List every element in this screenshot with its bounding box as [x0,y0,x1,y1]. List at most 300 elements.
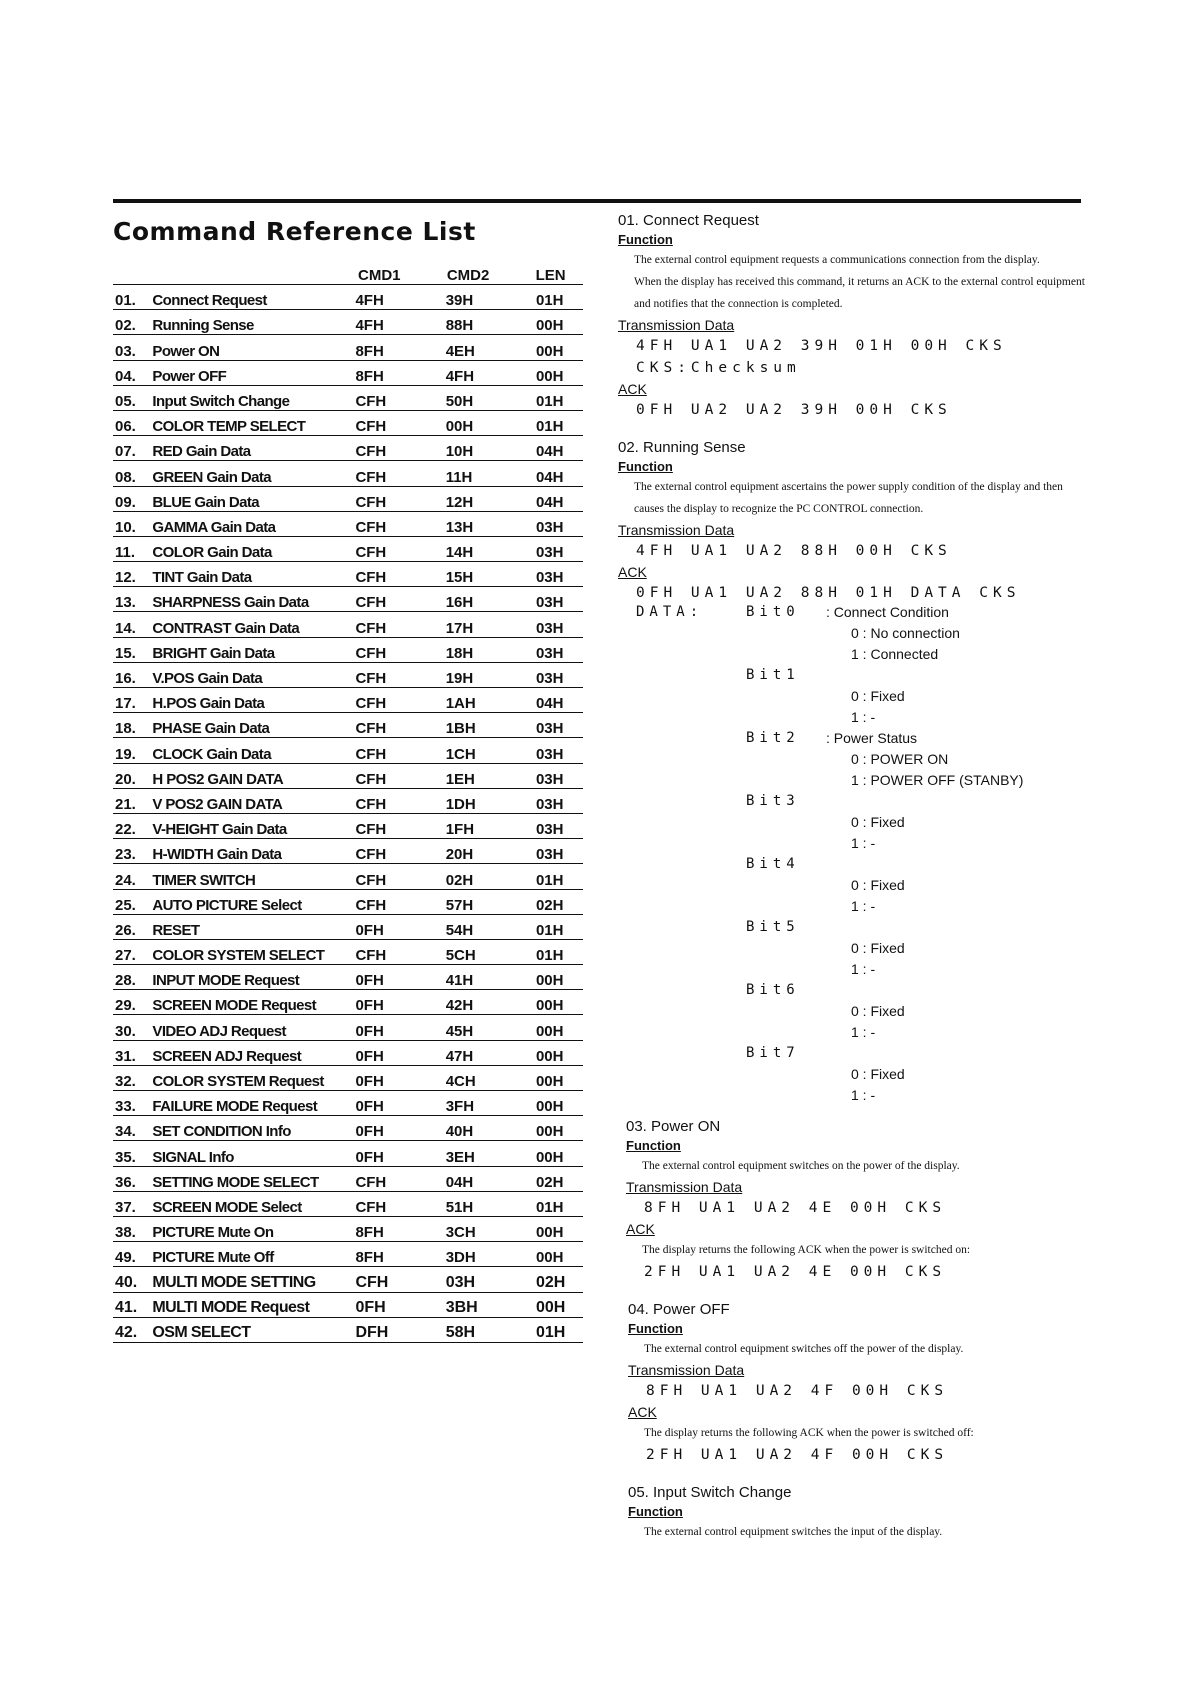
table-row [113,688,583,713]
len-value: 00H [535,1148,564,1166]
row-number: 07. [115,443,136,461]
command-name: SHARPNESS Gain Data [152,594,309,612]
row-number: 26. [115,921,136,939]
row-number: 12. [115,569,136,587]
table-row [113,612,583,637]
cmd1-value: 0FH [355,1022,384,1040]
section-title: 02. Running Sense [618,439,746,456]
cmd2-value: 3BH [445,1298,478,1316]
bit5-label: Bit5 [746,919,800,935]
cmd1-value: CFH [355,392,387,410]
table-row [113,461,583,486]
command-name: Power ON [152,342,220,360]
cmd2-value: 1BH [445,720,476,738]
command-name: COLOR SYSTEM Request [152,1073,324,1090]
command-name: V POS2 GAIN DATA [152,795,283,813]
table-row [113,864,583,889]
command-name: BRIGHT Gain Data [152,644,275,662]
row-number: 36. [115,1173,136,1191]
table-row [113,990,583,1015]
bit4-label: Bit4 [746,856,800,872]
cmd2-value: 13H [445,518,474,536]
cmd1-value: CFH [355,418,387,436]
transmission-data: 8FH UA1 UA2 4F 00H CKS [646,1383,949,1399]
list-title: Command Reference List [113,217,476,246]
table-row [113,890,583,915]
row-number: 02. [115,317,136,335]
len-value: 00H [535,367,564,385]
command-name: AUTO PICTURE Select [152,896,302,914]
table-row [113,1242,583,1267]
cmd1-value: 0FH [355,1148,384,1166]
cmd1-value: CFH [355,544,387,562]
section-power-off [628,1301,1088,1466]
len-value: 03H [535,594,564,612]
cmd1-value: 8FH [355,1249,384,1267]
cmd2-value: 19H [445,670,474,687]
table-row [113,285,583,310]
len-value: 00H [535,1022,564,1040]
cmd2-value: 02H [445,871,474,889]
len-value: 04H [535,493,564,511]
command-name: RED Gain Data [152,443,251,461]
top-rule [113,199,1081,203]
bit2-desc: : Power Status [826,730,918,746]
cmd1-value: CFH [355,670,387,687]
len-value: 03H [535,795,564,813]
row-number: 16. [115,670,136,687]
table-row [113,965,583,990]
section-title: 05. Input Switch Change [628,1484,792,1501]
bit7-label: Bit7 [746,1045,800,1061]
bit2-value-1: 1 : POWER OFF (STANBY) [851,772,1024,788]
table-row [113,310,583,335]
table-row [113,386,583,411]
command-name: VIDEO ADJ Request [152,1022,286,1040]
cmd2-value: 41H [445,972,474,990]
table-row [113,335,583,360]
len-value: 03H [535,544,564,562]
bit1-label: Bit1 [746,667,800,683]
transmission-label: Transmission Data [618,522,735,538]
bit0-desc: : Connect Condition [826,604,949,620]
command-name: FAILURE MODE Request [152,1098,318,1116]
cmd2-value: 51H [445,1198,474,1216]
len-value: 00H [535,342,564,360]
command-name: H POS2 GAIN DATA [152,770,284,788]
cmd1-value: 0FH [355,1098,384,1116]
row-number: 33. [115,1098,136,1116]
command-name: COLOR Gain Data [152,544,272,562]
cmd1-value: CFH [355,644,387,662]
cmd2-value: 00H [445,418,474,436]
section-running-sense [618,439,1088,1114]
table-row [113,1015,583,1040]
bit7-value-0: 0 : Fixed [851,1066,905,1082]
command-name: SCREEN ADJ Request [152,1047,302,1065]
cmd1-value: CFH [355,569,387,587]
cmd1-value: 8FH [355,1224,384,1242]
table-row [113,789,583,814]
cmd1-value: CFH [355,594,387,612]
table-row [113,1293,583,1318]
transmission-data: 4FH UA1 UA2 88H 00H CKS [636,543,952,559]
row-number: 15. [115,644,136,662]
cmd2-value: 15H [445,569,474,587]
cmd1-value: 0FH [355,1298,386,1316]
table-row [113,713,583,738]
table-row [113,487,583,512]
row-number: 31. [115,1047,136,1065]
command-name: RESET [152,921,200,939]
row-number: 17. [115,695,136,713]
len-value: 03H [535,720,564,738]
command-name: CONTRAST Gain Data [152,619,300,637]
cmd2-value: 18H [445,644,474,662]
len-value: 01H [535,392,564,410]
len-value: 03H [535,821,564,839]
function-label: Function [628,1504,683,1519]
bit3-label: Bit3 [746,793,800,809]
row-number: 35. [115,1148,136,1166]
cmd2-value: 4EH [445,342,475,360]
table-header [113,259,583,285]
cmd1-value: CFH [355,443,387,461]
command-name: INPUT MODE Request [152,972,300,990]
table-row [113,1192,583,1217]
cmd2-value: 4FH [445,367,475,385]
row-number: 05. [115,392,136,410]
row-number: 21. [115,795,136,813]
row-number: 29. [115,997,136,1015]
transmission-data: 8FH UA1 UA2 4E 00H CKS [644,1200,947,1216]
cmd1-value: 0FH [355,921,384,939]
len-value: 00H [535,1298,566,1316]
table-row [113,663,583,688]
function-text: The external control equipment switches the input of the display. [644,1526,943,1538]
section-title: 03. Power ON [626,1118,721,1135]
function-text: The external control equipment ascertains the power supply condition of the display and then causes the display to recognize the PC CONTROL connection. [634,481,1063,515]
len-value: 04H [535,468,564,486]
command-name: SETTING MODE SELECT [152,1173,319,1191]
section-title: 01. Connect Request [618,212,759,229]
function-label: Function [626,1138,681,1153]
len-value: 03H [535,770,564,788]
command-name: COLOR SYSTEM SELECT [152,947,325,965]
bit5-value-1: 1 : - [851,961,876,977]
cmd1-value: 0FH [355,1123,384,1141]
len-value: 00H [535,997,564,1015]
command-name: H.POS Gain Data [152,695,265,713]
cmd1-value: 0FH [355,1047,384,1065]
len-value: 02H [535,896,564,914]
len-value: 01H [535,292,564,310]
row-number: 32. [115,1073,136,1090]
row-number: 37. [115,1198,136,1216]
checksum-note: CKS:Checksum [636,360,801,376]
table-row [113,814,583,839]
row-number: 03. [115,342,136,360]
command-name: PICTURE Mute Off [152,1249,274,1267]
row-number: 40. [115,1273,138,1291]
table-row [113,1066,583,1091]
cmd2-value: 47H [445,1047,474,1065]
cmd2-value: 50H [445,392,474,410]
bit2-label: Bit2 [746,730,800,746]
section-power-on [626,1118,1088,1283]
len-value: 01H [535,1198,564,1216]
cmd2-value: 58H [445,1323,476,1341]
data-bits [636,604,1088,1114]
cmd1-value: 8FH [355,367,384,385]
cmd2-value: 03H [445,1273,476,1291]
len-value: 03H [535,670,564,687]
cmd1-value: CFH [355,619,387,637]
row-number: 34. [115,1123,136,1141]
cmd2-value: 39H [445,292,474,310]
ack-text: The display returns the following ACK when the power is switched on: [642,1244,971,1256]
table-row [113,1141,583,1166]
table-row [113,839,583,864]
row-number: 27. [115,947,136,965]
command-name: Power OFF [152,367,227,385]
row-number: 01. [115,292,136,310]
ack-label: ACK [626,1221,655,1237]
cmd1-value: CFH [355,896,387,914]
cmd2-value: 4CH [445,1073,476,1090]
row-number: 13. [115,594,136,612]
table-row [113,1041,583,1066]
cmd2-value: 12H [445,493,474,511]
function-label: Function [618,232,673,247]
ack-text: The display returns the following ACK when the power is switched off: [644,1427,974,1439]
row-number: 22. [115,821,136,839]
command-name: SCREEN MODE Request [152,997,317,1015]
table-row [113,361,583,386]
len-value: 01H [535,921,564,939]
table-row [113,411,583,436]
cmd2-value: 3CH [445,1224,476,1242]
header-len: LEN [535,267,566,284]
command-name: H-WIDTH Gain Data [152,846,282,864]
command-name: CLOCK Gain Data [152,745,271,763]
cmd2-value: 57H [445,896,474,914]
command-name: Input Switch Change [152,392,290,410]
cmd2-value: 20H [445,846,474,864]
command-name: V-HEIGHT Gain Data [152,821,287,839]
cmd1-value: CFH [355,795,387,813]
cmd1-value: CFH [355,846,387,864]
table-row [113,562,583,587]
cmd1-value: CFH [355,1173,387,1191]
len-value: 00H [535,1224,564,1242]
cmd2-value: 88H [445,317,474,335]
command-name: GREEN Gain Data [152,468,271,486]
function-text: The external control equipment switches off the power of the display. [644,1343,964,1355]
section-title: 04. Power OFF [628,1301,730,1318]
cmd1-value: CFH [355,720,387,738]
cmd1-value: CFH [355,745,387,763]
ack-data: 0FH UA2 UA2 39H 00H CKS [636,402,952,418]
cmd1-value: CFH [355,1198,387,1216]
command-name: MULTI MODE Request [152,1298,310,1316]
command-name: PHASE Gain Data [152,720,270,738]
cmd2-value: 10H [445,443,474,461]
cmd1-value: 0FH [355,997,384,1015]
len-value: 01H [535,947,564,965]
row-number: 30. [115,1022,136,1040]
table-row [113,1116,583,1141]
bit5-value-0: 0 : Fixed [851,940,905,956]
command-name: TINT Gain Data [152,569,252,587]
cmd2-value: 17H [445,619,474,637]
section-connect-request [618,212,1088,421]
cmd1-value: CFH [355,871,387,889]
bit4-value-1: 1 : - [851,898,876,914]
row-number: 04. [115,367,136,385]
command-name: COLOR TEMP SELECT [152,418,306,436]
table-body [113,285,583,1343]
cmd1-value: CFH [355,770,387,788]
len-value: 01H [535,871,564,889]
cmd1-value: CFH [355,947,387,965]
table-row [113,512,583,537]
data-label: DATA: [636,604,704,620]
cmd1-value: 4FH [355,292,384,310]
cmd1-value: DFH [355,1323,389,1341]
cmd1-value: 0FH [355,972,384,990]
bit6-value-1: 1 : - [851,1024,876,1040]
len-value: 00H [535,1249,564,1267]
bit0-value-1: 1 : Connected [851,646,939,662]
function-text: The external control equipment switches on the power of the display. [642,1160,960,1172]
table-row [113,1091,583,1116]
command-name: V.POS Gain Data [152,670,263,687]
cmd2-value: 1EH [445,770,475,788]
transmission-label: Transmission Data [618,317,735,333]
len-value: 02H [535,1173,564,1191]
len-value: 03H [535,619,564,637]
bit0-value-0: 0 : No connection [851,625,960,641]
cmd2-value: 11H [445,468,473,486]
ack-label: ACK [628,1404,657,1420]
row-number: 18. [115,720,136,738]
cmd2-value: 3FH [445,1098,475,1116]
cmd2-value: 3EH [445,1148,475,1166]
table-row [113,1267,583,1292]
bit6-label: Bit6 [746,982,800,998]
bit2-value-0: 0 : POWER ON [851,751,949,767]
cmd1-value: CFH [355,518,387,536]
function-text-2: When the display has received this command, it returns an ACK to the external control equipment and notifies that the connection is completed. [634,276,1085,310]
len-value: 00H [535,1073,564,1090]
command-name: Connect Request [152,292,267,310]
len-value: 03H [535,518,564,536]
bit6-value-0: 0 : Fixed [851,1003,905,1019]
len-value: 03H [535,644,564,662]
command-name: GAMMA Gain Data [152,518,276,536]
table-row [113,915,583,940]
transmission-data: 4FH UA1 UA2 39H 01H 00H CKS [636,338,1007,354]
command-name: SIGNAL Info [152,1148,234,1166]
row-number: 08. [115,468,136,486]
cmd2-value: 45H [445,1022,474,1040]
header-cmd2: CMD2 [446,267,490,284]
table-row [113,764,583,789]
len-value: 03H [535,569,564,587]
function-label: Function [628,1321,683,1336]
transmission-label: Transmission Data [626,1179,743,1195]
table-row [113,940,583,965]
table-row [113,436,583,461]
bit4-value-0: 0 : Fixed [851,877,905,893]
table-row [113,1318,583,1343]
cmd2-value: 5CH [445,947,476,965]
cmd2-value: 40H [445,1123,474,1141]
bit3-value-0: 0 : Fixed [851,814,905,830]
table-row [113,638,583,663]
row-number: 10. [115,518,136,536]
cmd2-value: 3DH [445,1249,476,1267]
row-number: 20. [115,770,136,788]
row-number: 38. [115,1224,136,1242]
cmd2-value: 1AH [445,695,476,713]
table-row [113,1167,583,1192]
section-input-switch-change [628,1484,1088,1543]
ack-data: 2FH UA1 UA2 4E 00H CKS [644,1264,947,1280]
cmd1-value: CFH [355,821,387,839]
len-value: 00H [535,1123,564,1141]
ack-data: 0FH UA1 UA2 88H 01H DATA CKS [636,585,1021,601]
row-number: 19. [115,745,136,763]
command-name: SET CONDITION Info [152,1123,291,1141]
cmd2-value: 04H [445,1173,474,1191]
cmd1-value: CFH [355,695,387,713]
row-number: 41. [115,1298,138,1316]
row-number: 11. [115,544,136,562]
row-number: 25. [115,896,136,914]
ack-data: 2FH UA1 UA2 4F 00H CKS [646,1447,949,1463]
len-value: 04H [535,695,564,713]
cmd2-value: 1DH [445,795,476,813]
cmd2-value: 54H [445,921,474,939]
len-value: 01H [535,1323,566,1341]
command-name: MULTI MODE SETTING [152,1273,316,1291]
command-details [618,212,1088,1561]
header-cmd1: CMD1 [358,267,401,284]
row-number: 42. [115,1323,138,1341]
command-name: Running Sense [152,317,254,335]
len-value: 01H [535,418,564,436]
len-value: 03H [535,846,564,864]
cmd2-value: 42H [445,997,474,1015]
row-number: 14. [115,619,136,637]
command-name: PICTURE Mute On [152,1224,274,1242]
bit1-value-1: 1 : - [851,709,876,725]
len-value: 00H [535,972,564,990]
row-number: 24. [115,871,136,889]
cmd1-value: CFH [355,493,387,511]
ack-label: ACK [618,564,647,580]
cmd2-value: 14H [445,544,474,562]
cmd1-value: CFH [355,468,387,486]
table-row [113,587,583,612]
function-text: The external control equipment requests a communications connection from the display. [634,254,1040,266]
command-name: SCREEN MODE Select [152,1198,302,1216]
row-number: 06. [115,418,136,436]
cmd2-value: 16H [445,594,474,612]
function-label: Function [618,459,673,474]
